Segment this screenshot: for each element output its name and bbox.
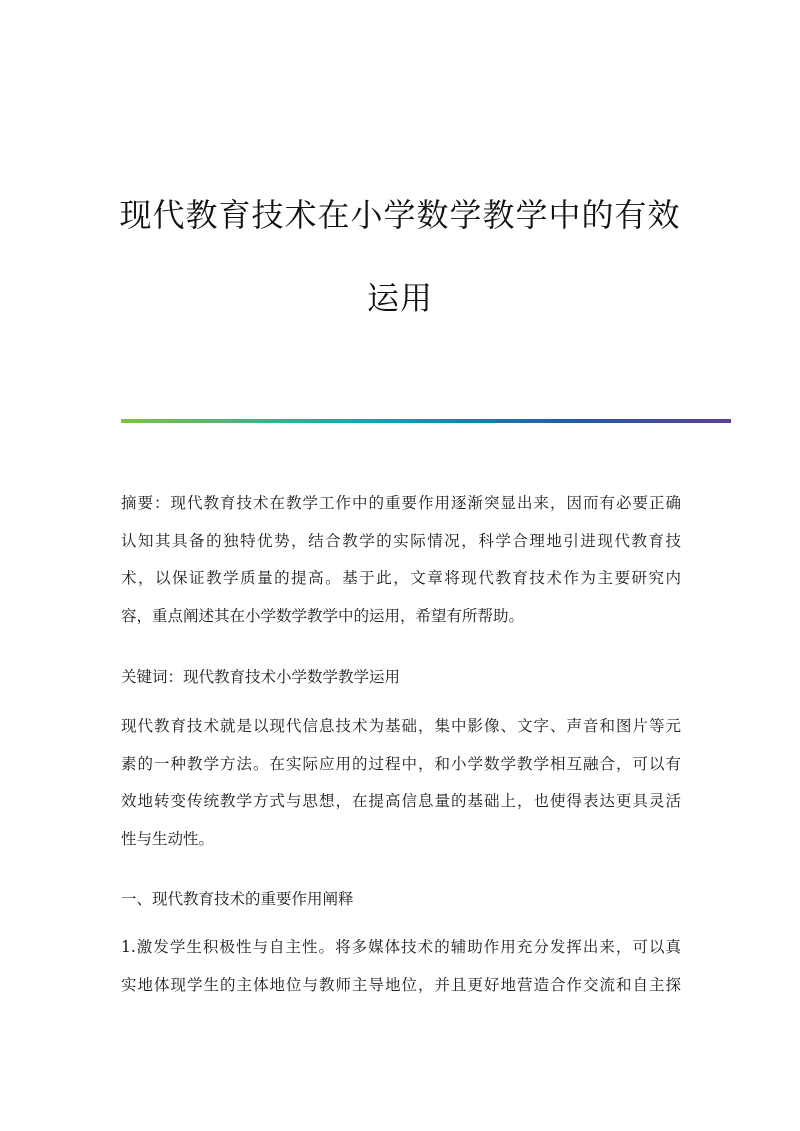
abstract-line: 认知其具备的独特优势，结合教学的实际情况，科学合理地引进现代教育技 — [121, 531, 681, 550]
title-divider — [121, 419, 731, 423]
keywords-line: 关键词：现代教育技术小学数学教学运用 — [121, 668, 401, 686]
section-heading: 一、现代教育技术的重要作用阐释 — [121, 890, 354, 908]
abstract-line: 容，重点阐述其在小学数学教学中的运用，希望有所帮助。 — [121, 606, 525, 625]
intro-paragraph — [121, 708, 681, 858]
abstract-paragraph — [121, 485, 681, 635]
intro-line: 性与生动性。 — [121, 829, 215, 848]
section1-line: 1.激发学生积极性与自主性。将多媒体技术的辅助作用充分发挥出来，可以真 — [121, 938, 681, 956]
document-title-line-2: 运用 — [366, 279, 433, 317]
intro-line: 现代教育技术就是以现代信息技术为基础，集中影像、文字、声音和图片等元 — [121, 717, 681, 735]
section1-paragraph — [121, 929, 681, 1004]
abstract-line: 术，以保证教学质量的提高。基于此，文章将现代教育技术作为主要研究内 — [121, 569, 681, 587]
section1-line: 实地体现学生的主体地位与教师主导地位，并且更好地营造合作交流和自主探 — [121, 975, 681, 994]
intro-line: 效地转变传统教学方式与思想，在提高信息量的基础上，也使得表达更具灵活 — [121, 792, 681, 810]
document-title-line-1: 现代教育技术在小学数学教学中的有效 — [119, 196, 681, 234]
abstract-line: 摘要：现代教育技术在教学工作中的重要作用逐渐突显出来，因而有必要正确 — [121, 494, 681, 512]
intro-line: 素的一种教学方法。在实际应用的过程中，和小学数学教学相互融合，可以有 — [121, 754, 681, 773]
